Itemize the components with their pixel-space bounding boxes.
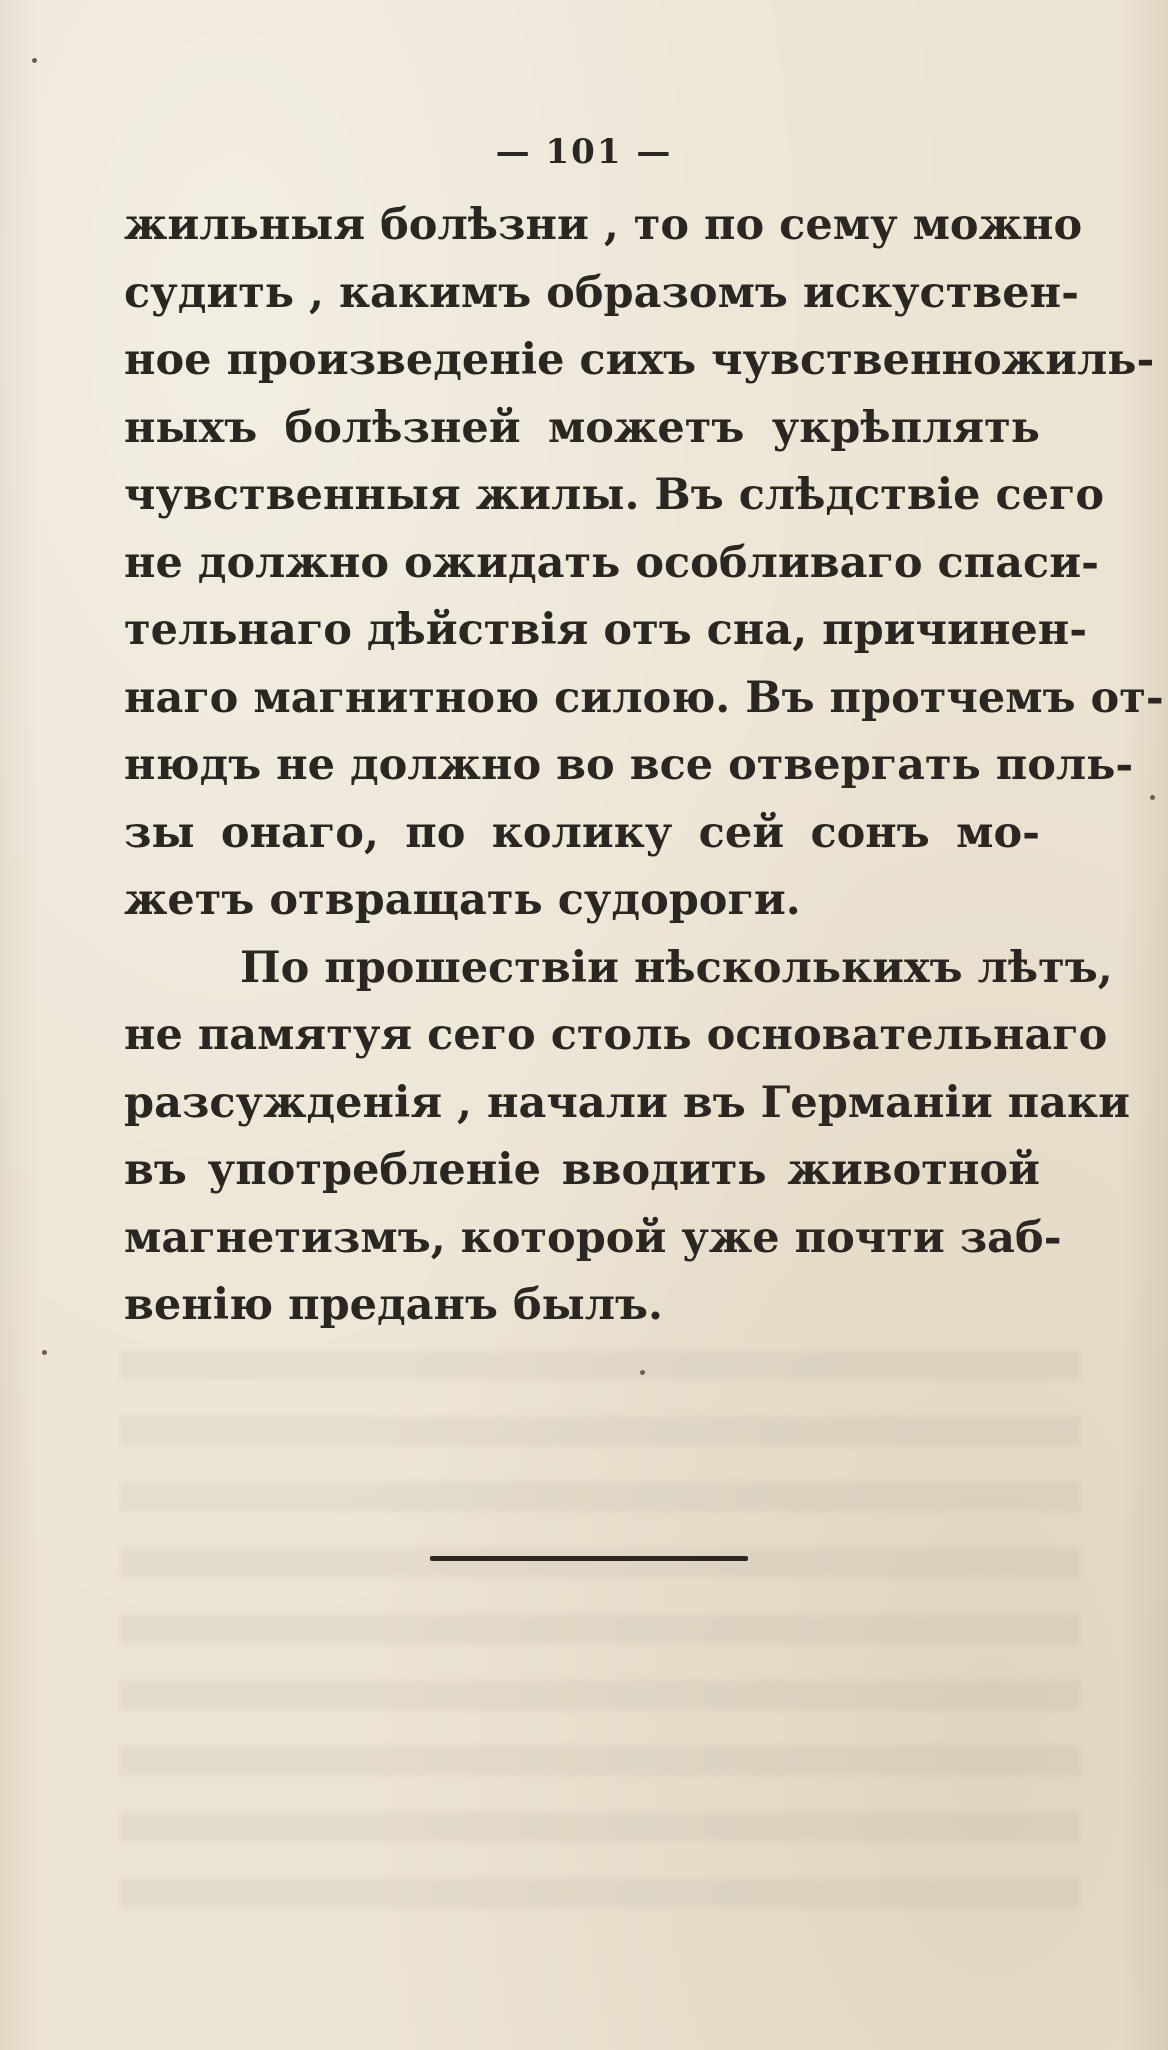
- text-line: наго магнитною силою. Въ протчемъ от-: [124, 672, 1164, 723]
- paragraph-2: [124, 935, 1130, 1340]
- paper-speck: [1150, 795, 1155, 800]
- text-line: въ употребленiе вводить животной: [124, 1145, 1040, 1195]
- paper-speck: [32, 58, 37, 63]
- text-line: жильныя болѣзни , то по сему можно: [124, 200, 1083, 250]
- text-line: нюдъ не должно во все отвергать поль-: [124, 740, 1134, 790]
- text-line: разсужденiя , начали въ Германiи паки: [124, 1077, 1130, 1128]
- text-line: тельнаго дѣйствiя отъ сна, причинен-: [124, 605, 1088, 655]
- text-line: судить , какимъ образомъ искуствен-: [124, 267, 1079, 318]
- text-line: ныхъ болѣзней можетъ укрѣплять: [124, 402, 1040, 453]
- paper-speck: [42, 1350, 47, 1355]
- text-line: чувственныя жилы. Въ слѣдствiе сего: [124, 470, 1105, 520]
- text-line: зы онаго, по колику сей сонъ мо-: [124, 807, 1040, 858]
- text-line: не должно ожидать особливаго спаси-: [124, 537, 1099, 588]
- text-line: жетъ отвращать судороги.: [124, 875, 801, 925]
- text-line: магнетизмъ, которой уже почти заб-: [124, 1212, 1062, 1263]
- show-through-text: [120, 1350, 1080, 1910]
- body-text: [124, 192, 1164, 1340]
- paragraph-1: [124, 192, 1164, 935]
- paper-speck: [640, 1370, 645, 1375]
- text-line: По прошествiи нѣсколькихъ лѣтъ,: [240, 942, 1113, 993]
- text-line: венiю преданъ былъ.: [124, 1280, 664, 1330]
- text-line: ное произведенiе сихъ чувственножиль-: [124, 335, 1155, 385]
- text-line: не памятуя сего столь основательнаго: [124, 1010, 1108, 1060]
- page-number: — 101 —: [495, 132, 673, 172]
- section-divider: [430, 1556, 748, 1561]
